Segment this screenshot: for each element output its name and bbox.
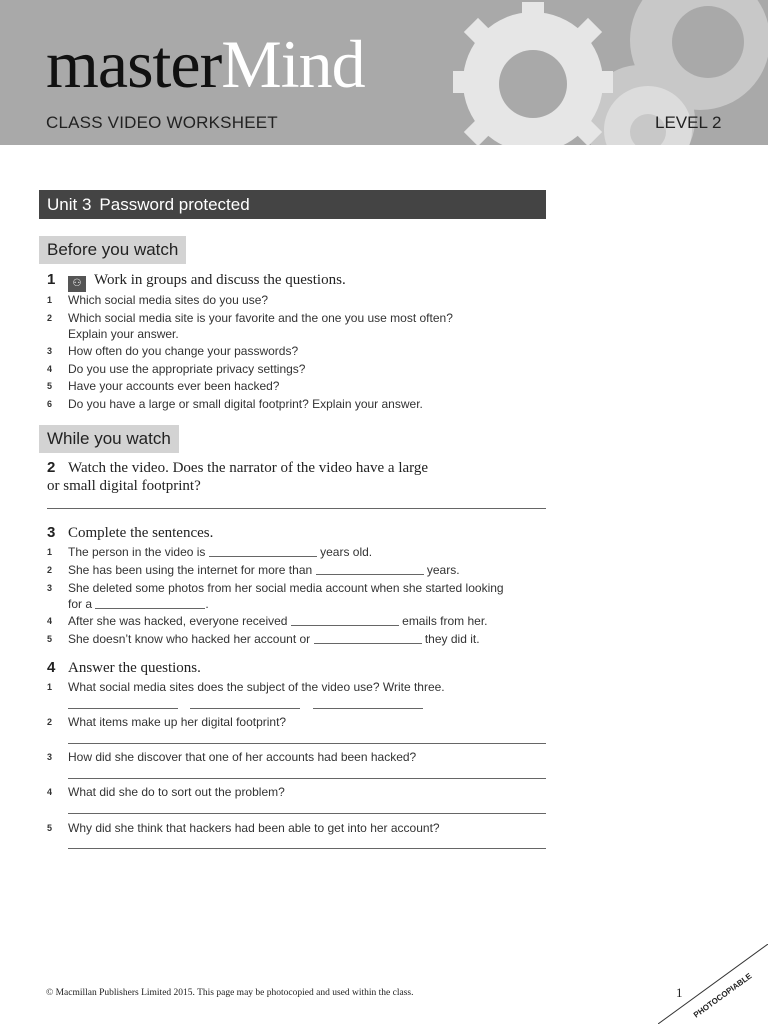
- level-label: LEVEL 2: [655, 113, 722, 132]
- fill-blank[interactable]: [316, 563, 424, 575]
- copyright-notice: © Macmillan Publishers Limited 2015. This page may be photocopied and used within the class.: [46, 988, 414, 998]
- task-3-item: 5 She doesn’t know who hacked her account or they did it.: [47, 632, 480, 646]
- task-4-prompt: 4 Answer the questions.: [47, 659, 201, 676]
- answer-line[interactable]: [47, 508, 546, 509]
- group-work-icon: ⚇: [68, 276, 86, 292]
- task-1-item: 3 How often do you change your passwords?: [47, 344, 299, 358]
- answer-line[interactable]: [68, 848, 546, 849]
- task-1-item: 2 Which social media site is your favorite and the one you use most often? Explain your answer.: [47, 311, 453, 341]
- section-while-you-watch: While you watch: [39, 425, 179, 453]
- task-4-item: 4 What did she do to sort out the problem?: [47, 785, 285, 799]
- task-1-prompt: 1 ⚇ Work in groups and discuss the questions.: [47, 271, 346, 292]
- answer-line[interactable]: [190, 708, 300, 709]
- fill-blank[interactable]: [95, 597, 205, 609]
- task-2-prompt: 2 Watch the video. Does the narrator of the video have a large or small digital footprint?: [47, 459, 429, 494]
- answer-line[interactable]: [68, 708, 178, 709]
- fill-blank[interactable]: [314, 632, 422, 644]
- task-3-prompt: 3 Complete the sentences.: [47, 524, 214, 541]
- page-number: 1: [676, 985, 683, 1000]
- task-4-item: 3 How did she discover that one of her accounts had been hacked?: [47, 750, 417, 764]
- task-1-item: 6 Do you have a large or small digital footprint? Explain your answer.: [47, 397, 423, 411]
- task-1-item: 5 Have your accounts ever been hacked?: [47, 379, 280, 393]
- task-3-item: 1 The person in the video is years old.: [47, 545, 373, 559]
- task-1-item: 4 Do you use the appropriate privacy settings?: [47, 362, 306, 376]
- task-3-item: 2 She has been using the internet for more than years.: [47, 563, 460, 577]
- worksheet-subtitle: CLASS VIDEO WORKSHEET: [46, 113, 278, 132]
- answer-line[interactable]: [68, 778, 546, 779]
- section-before-you-watch: Before you watch: [39, 236, 186, 264]
- mastermind-logo: masterMind: [46, 26, 365, 102]
- task-3-item: 4 After she was hacked, everyone received emails from her.: [47, 614, 488, 628]
- task-4-item: 1 What social media sites does the subject of the video use? Write three.: [47, 680, 445, 694]
- photocopiable-label: PHOTOCOPIABLE: [691, 971, 754, 1020]
- unit-title-bar: [39, 190, 546, 219]
- task-1-item: 1 Which social media sites do you use?: [47, 293, 269, 307]
- task-4-item: 2 What items make up her digital footprint?: [47, 715, 287, 729]
- task-3-item: 3 She deleted some photos from her social media account when she started looking for a .: [47, 581, 504, 611]
- unit-label: Unit 3: [47, 195, 92, 214]
- photocopiable-corner: [658, 944, 768, 1024]
- answer-line[interactable]: [68, 813, 546, 814]
- answer-line[interactable]: [68, 743, 546, 744]
- answer-line[interactable]: [313, 708, 423, 709]
- fill-blank[interactable]: [291, 614, 399, 626]
- page-header: [0, 0, 768, 145]
- unit-title: Password protected: [99, 195, 250, 214]
- fill-blank[interactable]: [209, 545, 317, 557]
- task-4-item: 5 Why did she think that hackers had been able to get into her account?: [47, 821, 440, 835]
